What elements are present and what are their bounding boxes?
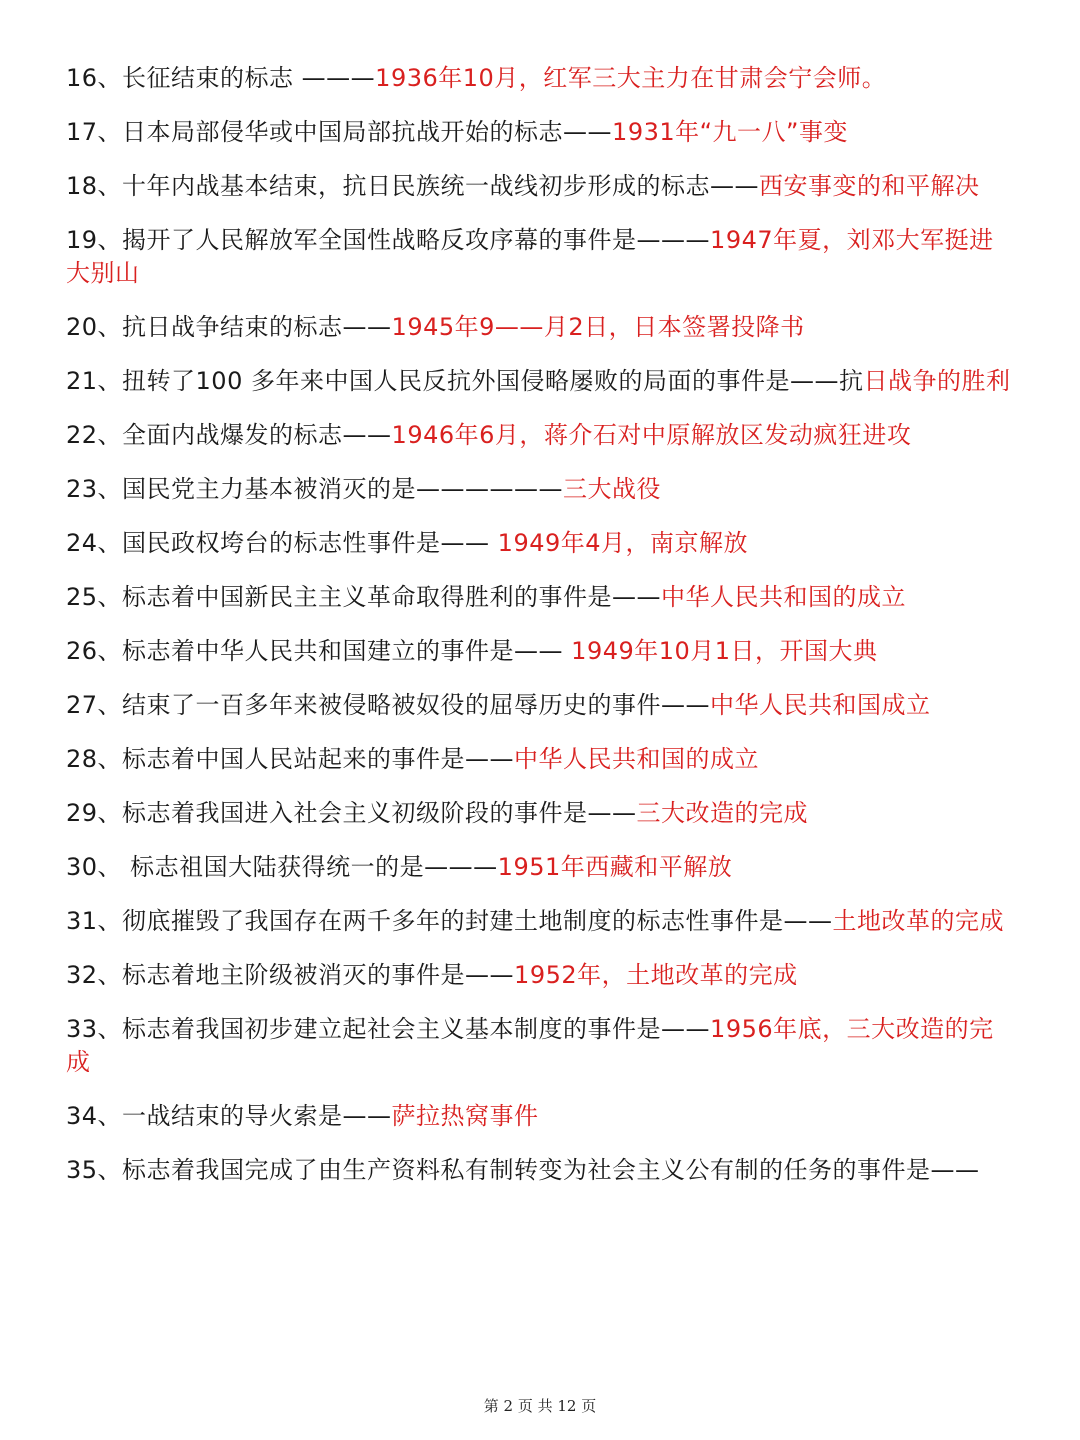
- list-item: [66, 224, 1016, 290]
- item-answer: 土地改革的完成: [832, 907, 1005, 935]
- list-item: [66, 851, 1016, 884]
- list-item: [66, 1013, 1016, 1079]
- list-item: [66, 419, 1016, 452]
- item-answer: 三大战役: [563, 475, 662, 503]
- item-answer: 西安事变的和平解决: [759, 172, 980, 200]
- list-item: [66, 473, 1016, 506]
- item-question: 24、国民政权垮台的标志性事件是——: [66, 529, 498, 557]
- item-answer: 1947年夏，刘邓大军挺进大别山: [66, 226, 994, 287]
- item-question: 35、标志着我国完成了由生产资料私有制转变为社会主义公有制的任务的事件是——: [66, 1156, 980, 1184]
- list-item: [66, 311, 1016, 344]
- item-question: 27、结束了一百多年来被侵略被奴役的屈辱历史的事件——: [66, 691, 711, 719]
- document-page: [66, 62, 1016, 1208]
- list-item: [66, 1154, 1016, 1187]
- item-answer: 1956年底，三大改造的完成: [66, 1015, 994, 1076]
- item-question: 29、标志着我国进入社会主义初级阶段的事件是——: [66, 799, 637, 827]
- item-question: 34、一战结束的导火索是——: [66, 1102, 392, 1130]
- item-question: 32、标志着地主阶级被消灭的事件是——: [66, 961, 515, 989]
- item-answer: 1931年“九一八”事变: [612, 118, 848, 146]
- item-question: 30、 标志祖国大陆获得统一的是———: [66, 853, 498, 881]
- list-item: [66, 116, 1016, 149]
- item-question: 25、标志着中国新民主主义革命取得胜利的事件是——: [66, 583, 662, 611]
- item-answer: 萨拉热窝事件: [391, 1102, 539, 1130]
- item-question: 17、日本局部侵华或中国局部抗战开始的标志——: [66, 118, 613, 146]
- item-question: 26、标志着中华人民共和国建立的事件是——: [66, 637, 572, 665]
- item-question: 22、全面内战爆发的标志——: [66, 421, 392, 449]
- item-question: 16、长征结束的标志 ———: [66, 64, 376, 92]
- list-item: [66, 170, 1016, 203]
- item-answer: 1949年4月，南京解放: [497, 529, 749, 557]
- item-answer: 1951年西藏和平解放: [497, 853, 733, 881]
- item-question: 28、标志着中国人民站起来的事件是——: [66, 745, 515, 773]
- item-question: 31、彻底摧毁了我国存在两千多年的封建土地制度的标志性事件是——: [66, 907, 833, 935]
- item-answer: 1952年，土地改革的完成: [514, 961, 798, 989]
- item-question: 21、扭转了100 多年来中国人民反抗外国侵略屡败的局面的事件是——抗: [66, 367, 864, 395]
- list-item: [66, 959, 1016, 992]
- list-item: [66, 797, 1016, 830]
- list-item: [66, 62, 1016, 95]
- item-answer: 日战争的胜利: [863, 367, 1011, 395]
- list-item: [66, 905, 1016, 938]
- list-item: [66, 527, 1016, 560]
- item-question: 19、揭开了人民解放军全国性战略反攻序幕的事件是———: [66, 226, 711, 254]
- item-answer: 1946年6月，蒋介石对中原解放区发动疯狂进攻: [391, 421, 912, 449]
- item-answer: 1949年10月1日，开国大典: [571, 637, 878, 665]
- list-item: [66, 635, 1016, 668]
- item-answer: 中华人民共和国的成立: [661, 583, 907, 611]
- item-question: 18、十年内战基本结束，抗日民族统一战线初步形成的标志——: [66, 172, 760, 200]
- item-answer: 中华人民共和国的成立: [514, 745, 760, 773]
- page-number-footer: 第 2 页 共 12 页: [483, 1397, 597, 1415]
- item-answer: 1945年9——月2日，日本签署投降书: [391, 313, 805, 341]
- item-question: 23、国民党主力基本被消灭的是——————: [66, 475, 564, 503]
- item-question: 33、标志着我国初步建立起社会主义基本制度的事件是——: [66, 1015, 711, 1043]
- list-item: [66, 689, 1016, 722]
- item-question: 20、抗日战争结束的标志——: [66, 313, 392, 341]
- item-answer: 三大改造的完成: [636, 799, 809, 827]
- list-item: [66, 365, 1016, 398]
- item-answer: 1936年10月，红军三大主力在甘肃会宁会师。: [375, 64, 887, 92]
- item-answer: 中华人民共和国成立: [710, 691, 931, 719]
- list-item: [66, 581, 1016, 614]
- list-item: [66, 1100, 1016, 1133]
- list-item: [66, 743, 1016, 776]
